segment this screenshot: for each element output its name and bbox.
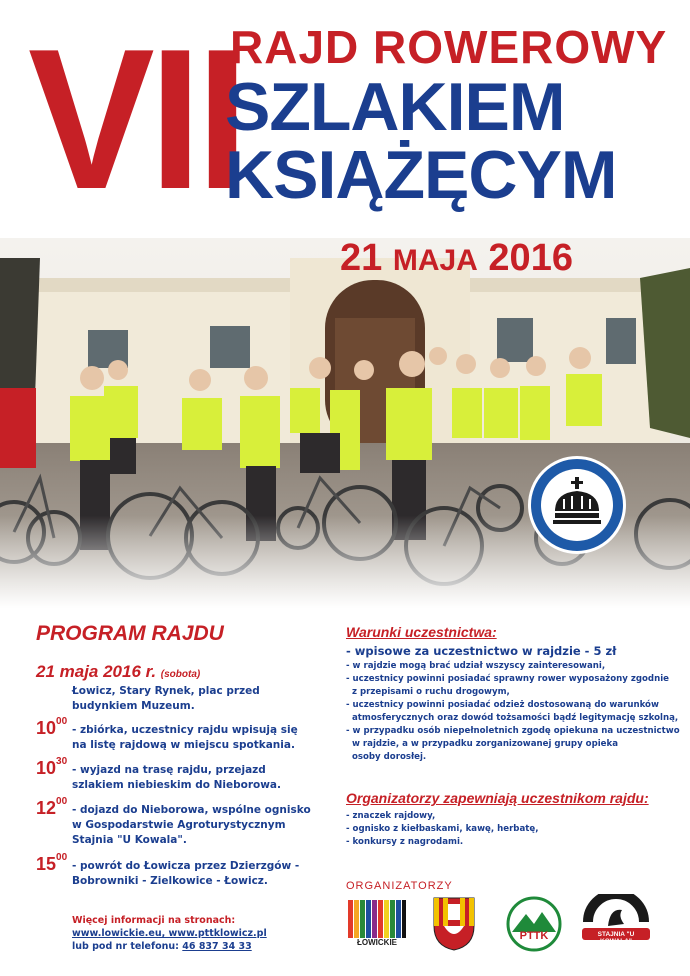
- provided-line: - konkursy z nagrodami.: [346, 837, 464, 847]
- conditions-line: z przepisami o ruchu drogowym,: [346, 687, 510, 697]
- info-line: Więcej informacji na stronach:: [72, 915, 236, 926]
- hour-value: 10: [36, 758, 57, 778]
- provided-line: - znaczek rajdowy,: [346, 811, 436, 821]
- info-websites-link[interactable]: www.lowickie.eu, www.pttklowicz.pl: [72, 928, 267, 939]
- edition-numeral: VII: [28, 8, 244, 231]
- stajnia-logo-text: STAJNIA "U KOWALA": [597, 931, 635, 945]
- conditions-line: - w rajdzie mogą brać udział wszyscy zainteresowani,: [346, 661, 606, 671]
- stajnia-logo: [578, 894, 654, 952]
- event-date-year: 2016: [488, 237, 573, 279]
- lowickie-logo: [346, 898, 408, 950]
- program-item-line: - dojazd do Nieborowa, wspólne ognisko: [72, 804, 311, 816]
- crown-icon: [541, 469, 613, 541]
- conditions-line: - uczestnicy powinni posiadać sprawny rower wyposażony zgodnie: [346, 674, 669, 684]
- conditions-line: - w przypadku osób niepełnoletnich zgodę opiekuna na uczestnictwo: [346, 726, 680, 736]
- program-item-2-hour: [36, 758, 67, 779]
- hour-value: 10: [36, 718, 57, 738]
- pttk-logo: [506, 896, 562, 952]
- conditions-list: [346, 660, 680, 764]
- minute-value: 00: [56, 796, 68, 807]
- hour-value: 12: [36, 798, 57, 818]
- lowickie-logo-text: ŁOWICKIE: [357, 938, 397, 947]
- conditions-line: osoby dorosłej.: [346, 752, 427, 762]
- program-item-3-hour: [36, 798, 67, 819]
- conditions-line: atmosferycznych oraz dowód tożsamości bądź legitymację szkolną,: [346, 713, 679, 723]
- conditions-line: w rajdzie, a w przypadku zorganizowanej grupy opieka: [346, 739, 619, 749]
- info-phone-prefix: lub pod nr telefonu:: [72, 941, 183, 952]
- program-item-line: - zbiórka, uczestnicy rajdu wpisują się: [72, 724, 298, 736]
- coat-of-arms-logo: [432, 896, 476, 952]
- program-item-4-hour: [36, 854, 67, 875]
- program-place: [72, 684, 260, 714]
- organizers-label: ORGANIZATORZY: [346, 880, 453, 892]
- title-line2: SZLAKIEM: [225, 69, 565, 145]
- minute-value: 00: [56, 852, 68, 863]
- provided-title: Organizatorzy zapewniają uczestnikom rajdu:: [346, 790, 649, 806]
- program-item-line: Stajnia "U Kowala".: [72, 834, 187, 846]
- event-date-day: 21: [340, 237, 383, 279]
- conditions-title: Warunki uczestnictwa:: [346, 624, 497, 640]
- program-item-line: w Gospodarstwie Agroturystycznym: [72, 819, 286, 831]
- minute-value: 00: [56, 716, 68, 727]
- phone-number-link[interactable]: 46 837 34 33: [182, 941, 252, 952]
- conditions-line: - uczestnicy powinni posiadać odzież dostosowaną do warunków: [346, 700, 659, 710]
- program-item-line: na listę rajdową w miejscu spotkania.: [72, 739, 295, 751]
- event-date-headline: [340, 236, 573, 283]
- minute-value: 30: [56, 756, 68, 767]
- hour-value: 15: [36, 854, 57, 874]
- program-item-line: Bobrowniki - Zielkowice - Łowicz.: [72, 875, 268, 887]
- title-line1: RAJD ROWEROWY: [230, 21, 668, 73]
- provided-line: - ognisko z kiełbaskami, kawę, herbatę,: [346, 824, 539, 834]
- program-date: [36, 662, 200, 682]
- program-place-line1: Łowicz, Stary Rynek, plac przed: [72, 685, 260, 697]
- conditions-fee: - wpisowe za uczestnictwo w rajdzie - 5 zł: [346, 644, 617, 658]
- program-item-1-text: [72, 723, 298, 753]
- program-item-1-hour: [36, 718, 67, 739]
- program-item-line: szlakiem niebieskim do Nieborowa.: [72, 779, 281, 791]
- pttk-logo-text: PTTK: [519, 930, 549, 942]
- program-title: PROGRAM RAJDU: [36, 622, 224, 645]
- program-item-3-text: [72, 803, 311, 848]
- program-day-note: (sobota): [160, 669, 201, 680]
- title-line3: KSIĄŻĘCYM: [225, 137, 617, 213]
- program-date-text: 21 maja 2016 r.: [36, 662, 157, 681]
- info-phone-line: [72, 940, 252, 953]
- program-item-4-text: [72, 859, 299, 889]
- program-place-line2: budynkiem Muzeum.: [72, 700, 195, 712]
- program-item-line: - wyjazd na trasę rajdu, przejazd: [72, 764, 266, 776]
- program-item-line: - powrót do Łowicza przez Dzierzgów -: [72, 860, 300, 872]
- event-date-month: MAJA: [392, 244, 478, 277]
- crown-badge: [528, 456, 626, 554]
- program-item-2-text: [72, 763, 281, 793]
- provided-list: [346, 810, 538, 849]
